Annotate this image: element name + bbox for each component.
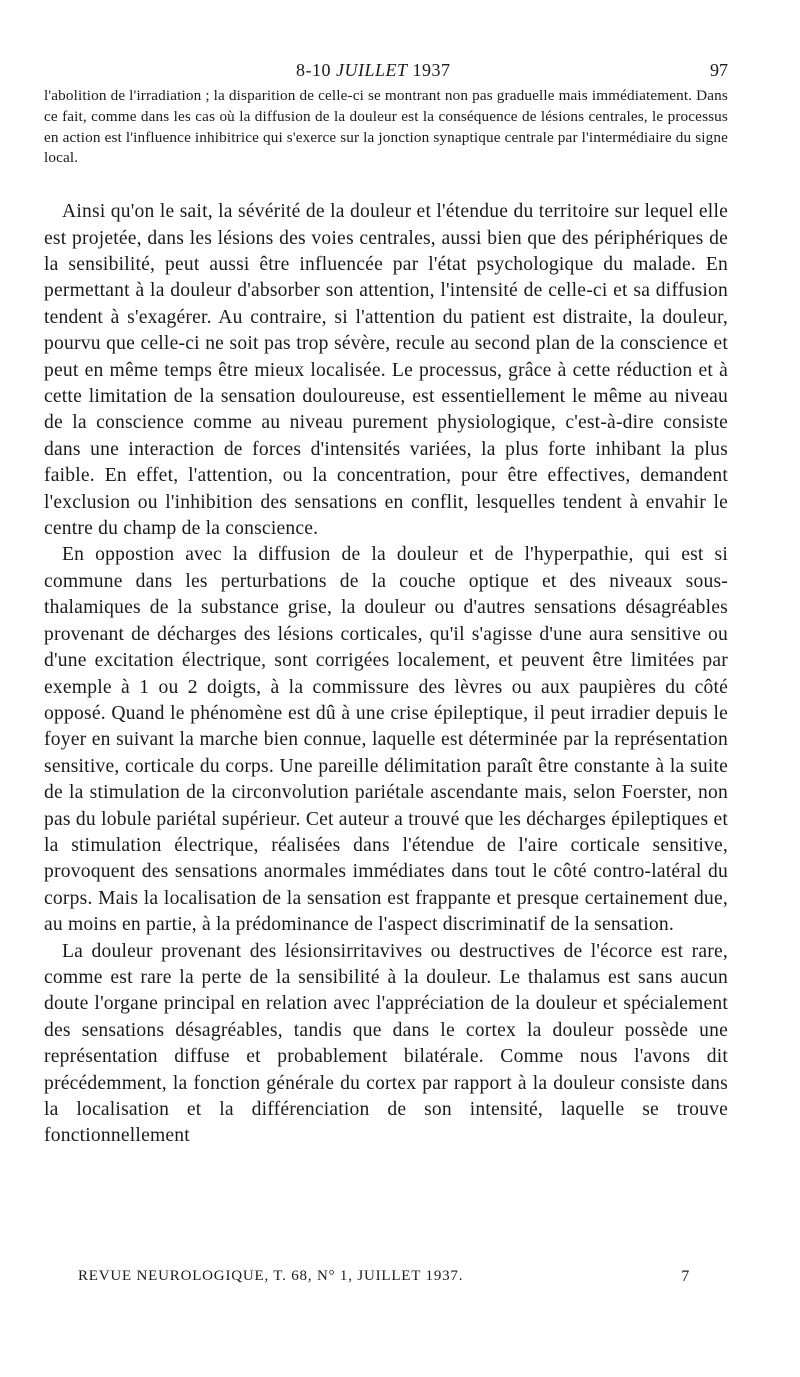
body-paragraph: En oppostion avec la diffusion de la douleur et de l'hyperpathie, qui est si commune dans les perturbations de la couche optique et des niveaux sous-thalamiques de la substance grise, la douleur ou d'autres sensations désagréables provenant de décharges des lésions corticales, qu'il s'agisse d'une aura sensitive ou d'une excitation électrique, sont corrigées localement, et peuvent être limitées par exemple à 1 ou 2 doigts, à la commissure des lèvres ou aux paupières du côté opposé. Quand le phénomène est dû à une crise épileptique, il peut irradier depuis le foyer en suivant la marche bien connue, laquelle est déterminée par la représentation sensitive, corticale du corps. Une pareille délimitation paraît être constante à la suite de la stimulation de la circonvolution pariétale ascendante mais, selon Foerster, non pas du lobule pariétal supérieur. Cet auteur a trouvé que les décharges épileptiques et la stimulation électrique, réalisées dans l'étendue de l'aire corticale sensitive, provoquent des sensations anormales immédiates dans tout le côté contro-latéral du corps. Mais la localisation de la sensation est frappante et presque certainement due, au moins en partie, à la prédominance de l'aspect discriminatif de la sensation. xyxy=(44,544,728,936)
body-paragraph: Ainsi qu'on le sait, la sévérité de la douleur et l'étendue du territoire sur lequel elle est projetée, dans les lésions des voies centrales, aussi bien que des périphériques de la sensibilité, peut aussi être influencée par l'état psychologique du malade. En permettant à la douleur d'absorber son attention, l'intensité de celle-ci et sa diffusion tendent à s'exagérer. Au contraire, si l'attention du patient est distraite, la douleur, pourvu que celle-ci ne soit pas trop sévère, recule au second plan de la conscience et peut en même temps être mieux localisée. Le processus, grâce à cette réduction et à cette limitation de la sensation douloureuse, est essentiellement le même au niveau de la conscience comme au niveau purement physiologique, c'est-à-dire consiste dans une interaction de forces d'intensités variées, la plus forte inhibant la plus faible. En effet, l'attention, ou la concentration, pour être effectives, demandent l'exclusion ou l'inhibition des sensations en conflit, lesquelles tendent à envahir le centre du champ de la conscience. xyxy=(44,201,728,540)
main-text xyxy=(44,199,728,1150)
journal-citation: REVUE NEUROLOGIQUE, T. 68, N° 1, JUILLET 1937. xyxy=(78,1268,464,1284)
header-date: 8-10 xyxy=(296,60,331,80)
header-month: JUILLET xyxy=(336,60,408,80)
running-head-title xyxy=(296,60,451,81)
page xyxy=(44,52,728,1150)
signature-folio: 7 xyxy=(681,1268,690,1285)
page-number: 97 xyxy=(710,60,728,80)
header-year: 1937 xyxy=(412,60,451,80)
continuation-paragraph: l'abolition de l'irradiation ; la disparition de celle-ci se montrant non pas graduelle mais immédiatement. Dans ce fait, comme dans les cas où la diffusion de la douleur est la conséquence de lésions centrales, le processus en action est l'influence inhibitrice qui s'exerce sur la jonction synaptique centrale par l'intermédiaire du signe local. xyxy=(44,87,728,167)
running-head xyxy=(44,52,728,86)
body-paragraph: La douleur provenant des lésionsirritavives ou destructives de l'écorce est rare, comme est rare la perte de la sensibilité à la douleur. Le thalamus est sans aucun doute l'organe principal en relation avec l'appréciation de la douleur et spécialement des sensations désagréables, tandis que dans le cortex la douleur possède une représentation diffuse et probablement bilatérale. Comme nous l'avons dit précédemment, la fonction générale du cortex par rapport à la douleur consiste dans la localisation et la différenciation de son intensité, laquelle se trouve fonctionnellement xyxy=(44,940,728,1147)
page-footer xyxy=(78,1268,690,1285)
